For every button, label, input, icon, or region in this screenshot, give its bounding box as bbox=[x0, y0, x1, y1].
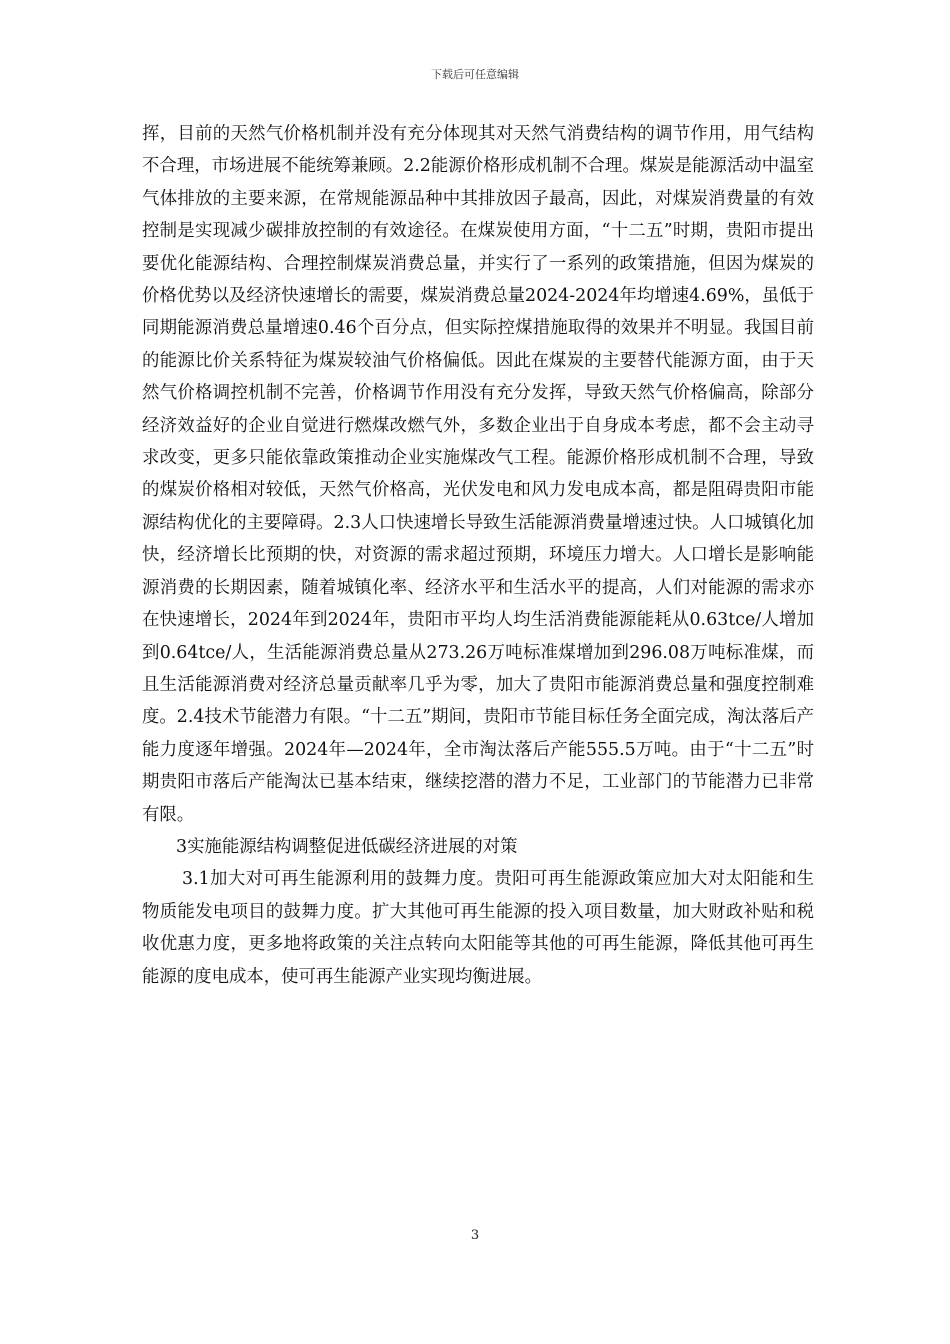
page-number: 3 bbox=[470, 1228, 480, 1243]
document-body bbox=[142, 118, 814, 993]
page-header: 下载后可任意编辑 bbox=[431, 68, 519, 81]
section-heading: 3实施能源结构调整促进低碳经济进展的对策 bbox=[176, 836, 518, 857]
body-paragraph-3-1: 3.1加大对可再生能源利用的鼓舞力度。贵阳可再生能源政策应加大对太阳能和生物质能发电项目的鼓舞力度。扩大其他可再生能源的投入项目数量，加大财政补贴和税收优惠力度，更多地将政策的关注点转向太阳能等其他的可再生能源，降低其他可再生能源的度电成本，使可再生能源产业实现均衡进展。 bbox=[142, 869, 814, 987]
body-paragraph-continued: 挥，目前的天然气价格机制并没有充分体现其对天然气消费结构的调节作用，用气结构不合理，市场进展不能统筹兼顾。2.2能源价格形成机制不合理。煤炭是能源活动中温室气体排放的主要来源，在常规能源品种中其排放因子最高，因此，对煤炭消费量的有效控制是实现减少碳排放控制的有效途径。在煤炭使用方面，“十二五”时期，贵阳市提出要优化能源结构、合理控制煤炭消费总量，并实行了一系列的政策措施，但因为煤炭的价格优势以及经济快速增长的需要，煤炭消费总量2024-2024年均增速4.69%，虽低于同期能源消费总量增速0.46个百分点，但实际控煤措施取得的效果并不明显。我国目前的能源比价关系特征为煤炭较油气价格偏低。因此在煤炭的主要替代能源方面，由于天然气价格调控机制不完善，价格调节作用没有充分发挥，导致天然气价格偏高，除部分经济效益好的企业自觉进行燃煤改燃气外，多数企业出于自身成本考虑，都不会主动寻求改变，更多只能依靠政策推动企业实施煤改气工程。能源价格形成机制不合理，导致的煤炭价格相对较低，天然气价格高，光伏发电和风力发电成本高，都是阻碍贵阳市能源结构优化的主要障碍。2.3人口快速增长导致生活能源消费量增速过快。人口城镇化加快，经济增长比预期的快，对资源的需求超过预期，环境压力增大。人口增长是影响能源消费的长期因素，随着城镇化率、经济水平和生活水平的提高，人们对能源的需求亦在快速增长，2024年到2024年，贵阳市平均人均生活消费能源能耗从0.63tce/人增加到0.64tce/人，生活能源消费总量从273.26万吨标准煤增加到296.08万吨标准煤，而且生活能源消费对经济总量贡献率几乎为零，加大了贵阳市能源消费总量和强度控制难度。2.4技术节能潜力有限。“十二五”期间，贵阳市节能目标任务全面完成，淘汰落后产能力度逐年增强。2024年—2024年，全市淘汰落后产能555.5万吨。由于“十二五”时期贵阳市落后产能淘汰已基本结束，继续挖潜的潜力不足，工业部门的节能潜力已非常有限。 bbox=[142, 124, 814, 825]
